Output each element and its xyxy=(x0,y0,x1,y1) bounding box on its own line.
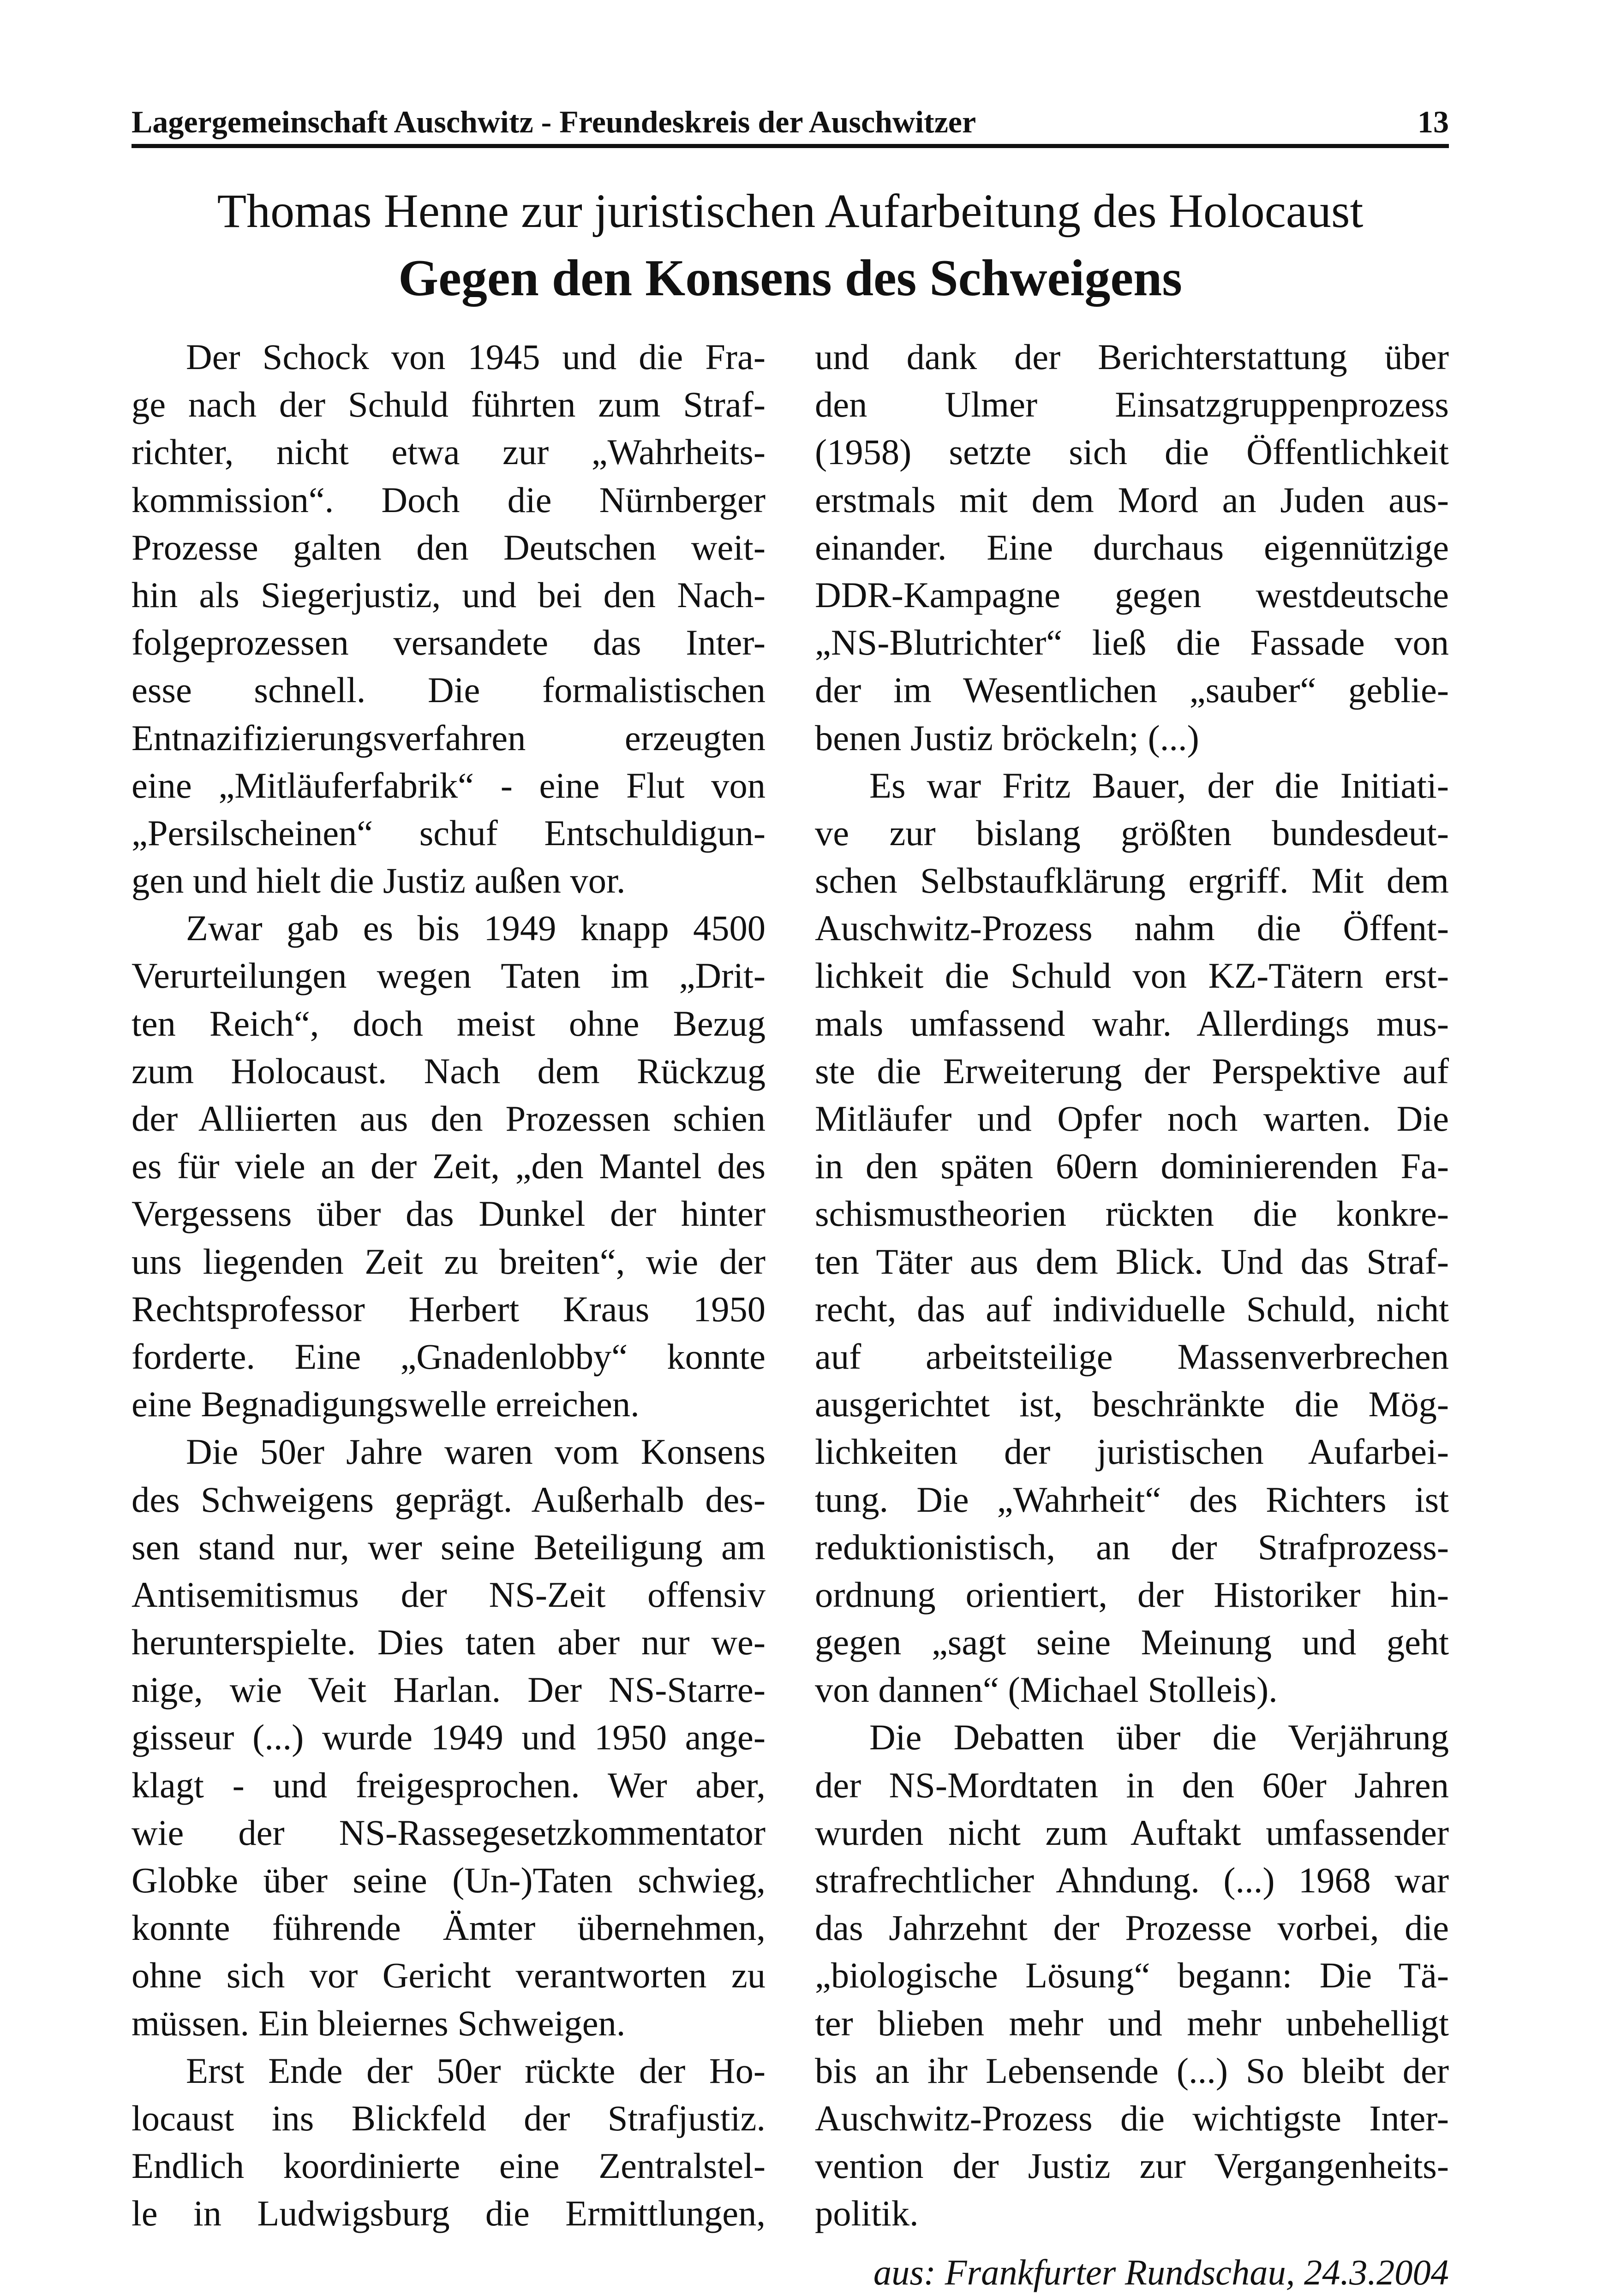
text-line: Vergessens über das Dunkel der hinter xyxy=(132,1193,766,1234)
text-line: in den späten 60ern dominierenden Fa- xyxy=(815,1146,1449,1187)
text-line: locaust ins Blickfeld der Strafjustiz. xyxy=(132,2098,766,2138)
text-line: wie der NS-Rassegesetzkommentator xyxy=(132,1812,766,1853)
text-line: das Jahrzehnt der Prozesse vorbei, die xyxy=(815,1908,1449,1948)
text-line: Mitläufer und Opfer noch warten. Die xyxy=(815,1098,1449,1139)
text-line: des Schweigens geprägt. Außerhalb des- xyxy=(132,1479,766,1520)
text-line: „Persilscheinen“ schuf Entschuldigun- xyxy=(132,812,766,853)
text-line: Der Schock von 1945 und die Fra- xyxy=(186,337,766,377)
right-column xyxy=(815,333,1449,2296)
text-line: der Alliierten aus den Prozessen schien xyxy=(132,1098,766,1139)
text-line: benen Justiz bröckeln; (...) xyxy=(815,717,1199,758)
page-number: 13 xyxy=(1418,104,1449,139)
text-line: nige, wie Veit Harlan. Der NS-Starre- xyxy=(132,1670,766,1710)
text-line: klagt - und freigesprochen. Wer aber, xyxy=(132,1765,766,1805)
text-line: strafrechtlicher Ahndung. (...) 1968 war xyxy=(815,1860,1449,1900)
text-line: ausgerichtet ist, beschränkte die Mög- xyxy=(815,1384,1449,1425)
text-line: den Ulmer Einsatzgruppenprozess xyxy=(815,384,1449,425)
text-line: schismustheorien rückten die konkre- xyxy=(815,1193,1449,1234)
text-line: „biologische Lösung“ begann: Die Tä- xyxy=(815,1955,1449,1996)
text-line: kommission“. Doch die Nürnberger xyxy=(132,479,766,520)
text-line: bis an ihr Lebensende (...) So bleibt der xyxy=(815,2050,1449,2091)
text-line: Die 50er Jahre waren vom Konsens xyxy=(186,1431,766,1472)
text-line: gen und hielt die Justiz außen vor. xyxy=(132,860,626,901)
text-line: le in Ludwigsburg die Ermittlungen, xyxy=(132,2193,766,2234)
text-line: ste die Erweiterung der Perspektive auf xyxy=(815,1050,1449,1091)
text-line: konnte führende Ämter übernehmen, xyxy=(132,1908,766,1948)
text-line: eine Begnadigungswelle erreichen. xyxy=(132,1384,640,1425)
text-line: reduktionistisch, an der Strafprozess- xyxy=(815,1527,1449,1567)
publication-title: Lagergemeinschaft Auschwitz - Freundeskreis der Auschwitzer xyxy=(132,104,976,139)
text-line: ten Täter aus dem Blick. Und das Straf- xyxy=(815,1241,1449,1282)
text-line: esse schnell. Die formalistischen xyxy=(132,670,766,710)
text-line: (1958) setzte sich die Öffentlichkeit xyxy=(815,432,1449,472)
text-line: Zwar gab es bis 1949 knapp 4500 xyxy=(186,908,766,948)
article-kicker: Thomas Henne zur juristischen Aufarbeitung des Holocaust xyxy=(217,185,1364,238)
text-line: herunterspielte. Dies taten aber nur we- xyxy=(132,1622,766,1663)
text-line: gisseur (...) wurde 1949 und 1950 ange- xyxy=(132,1717,766,1758)
text-line: schen Selbstaufklärung ergriff. Mit dem xyxy=(815,860,1449,901)
text-line: „NS-Blutrichter“ ließ die Fassade von xyxy=(815,622,1449,663)
text-line: zum Holocaust. Nach dem Rückzug xyxy=(132,1050,766,1091)
text-line: Es war Fritz Bauer, der die Initiati- xyxy=(869,765,1449,805)
running-header xyxy=(132,102,1449,148)
text-line: hin als Siegerjustiz, und bei den Nach- xyxy=(132,574,766,615)
article-source: aus: Frankfurter Rundschau, 24.3.2004 xyxy=(873,2252,1449,2292)
text-line: ordnung orientiert, der Historiker hin- xyxy=(815,1574,1449,1615)
text-line: ge nach der Schuld führten zum Straf- xyxy=(132,384,766,425)
text-line: recht, das auf individuelle Schuld, nicht xyxy=(815,1288,1449,1329)
text-line: Prozesse galten den Deutschen weit- xyxy=(132,527,766,567)
text-line: von dannen“ (Michael Stolleis). xyxy=(815,1670,1278,1710)
text-line: richter, nicht etwa zur „Wahrheits- xyxy=(132,432,766,472)
text-line: lichkeiten der juristischen Aufarbei- xyxy=(815,1431,1449,1472)
left-column xyxy=(132,333,766,2237)
text-line: ten Reich“, doch meist ohne Bezug xyxy=(132,1003,766,1044)
text-line: Erst Ende der 50er rückte der Ho- xyxy=(186,2050,766,2091)
text-line: vention der Justiz zur Vergangenheits- xyxy=(815,2146,1449,2186)
text-line: der im Wesentlichen „sauber“ geblie- xyxy=(815,670,1449,710)
article-headline: Gegen den Konsens des Schweigens xyxy=(398,250,1182,307)
text-line: tung. Die „Wahrheit“ des Richters ist xyxy=(815,1479,1449,1520)
text-line: folgeprozessen versandete das Inter- xyxy=(132,622,766,663)
text-line: Auschwitz-Prozess die wichtigste Inter- xyxy=(815,2098,1449,2138)
text-line: Entnazifizierungsverfahren erzeugten xyxy=(132,717,766,758)
text-line: wurden nicht zum Auftakt umfassender xyxy=(815,1812,1449,1853)
text-line: uns liegenden Zeit zu breiten“, wie der xyxy=(132,1241,766,1282)
text-line: eine „Mitläuferfabrik“ - eine Flut von xyxy=(132,765,766,805)
text-line: DDR-Kampagne gegen westdeutsche xyxy=(815,574,1449,615)
text-line: erstmals mit dem Mord an Juden aus- xyxy=(815,479,1449,520)
text-line: der NS-Mordtaten in den 60er Jahren xyxy=(815,1765,1449,1805)
text-line: politik. xyxy=(815,2193,919,2234)
text-line: mals umfassend wahr. Allerdings mus- xyxy=(815,1003,1449,1044)
text-line: Globke über seine (Un-)Taten schwieg, xyxy=(132,1860,766,1900)
text-line: müssen. Ein bleiernes Schweigen. xyxy=(132,2003,626,2043)
text-line: ve zur bislang größten bundesdeut- xyxy=(815,812,1449,853)
text-line: einander. Eine durchaus eigennützige xyxy=(815,527,1449,567)
text-line: Verurteilungen wegen Taten im „Drit- xyxy=(132,955,766,996)
text-line: forderte. Eine „Gnadenlobby“ konnte xyxy=(132,1336,766,1377)
text-line: gegen „sagt seine Meinung und geht xyxy=(815,1622,1449,1663)
text-line: auf arbeitsteilige Massenverbrechen xyxy=(815,1336,1449,1377)
text-line: Die Debatten über die Verjährung xyxy=(869,1717,1449,1758)
text-line: Antisemitismus der NS-Zeit offensiv xyxy=(132,1574,766,1615)
text-line: Endlich koordinierte eine Zentralstel- xyxy=(132,2146,766,2186)
text-line: Rechtsprofessor Herbert Kraus 1950 xyxy=(132,1288,766,1329)
text-line: lichkeit die Schuld von KZ-Tätern erst- xyxy=(815,955,1449,996)
text-line: und dank der Berichterstattung über xyxy=(815,337,1449,377)
text-line: Auschwitz-Prozess nahm die Öffent- xyxy=(815,908,1449,948)
text-line: sen stand nur, wer seine Beteiligung am xyxy=(132,1527,766,1567)
text-line: es für viele an der Zeit, „den Mantel des xyxy=(132,1146,766,1187)
text-line: ter blieben mehr und mehr unbehelligt xyxy=(815,2003,1449,2043)
text-line: ohne sich vor Gericht verantworten zu xyxy=(132,1955,766,1996)
